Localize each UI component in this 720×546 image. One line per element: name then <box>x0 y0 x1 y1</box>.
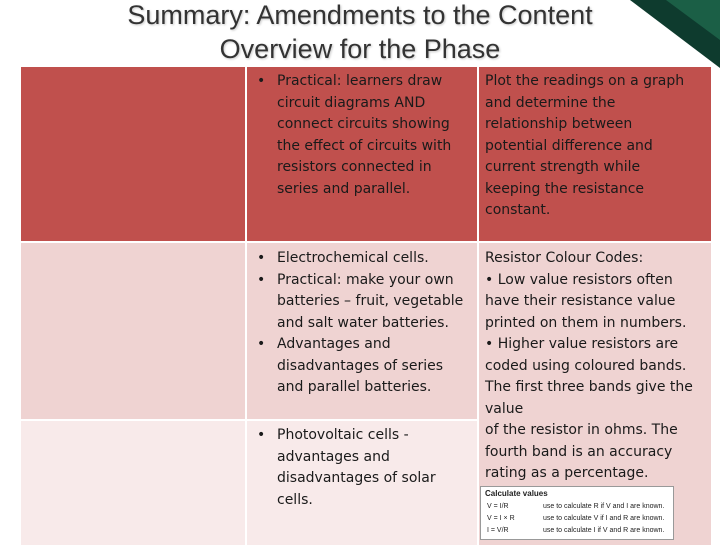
resistor-colour-codes-notes <box>479 248 711 485</box>
row-1-bullet-list <box>247 71 477 200</box>
bullet-glyph: • <box>257 73 266 89</box>
formula-description: use to calculate R if V and I are known. <box>543 503 665 510</box>
slide-title-line-1: Summary: Amendments to the Content <box>127 0 593 30</box>
row-1-col-3 <box>478 66 712 242</box>
text-line: fourth band is an accuracy <box>485 443 673 460</box>
row-1-notes <box>479 71 711 222</box>
text-line: of the resistor in ohms. The <box>485 422 678 438</box>
bullet-glyph: • <box>257 336 266 352</box>
text-line: value <box>485 400 524 417</box>
ohms-law-formula-image <box>480 486 674 540</box>
list-item <box>247 270 477 335</box>
list-item-line: Electrochemical cells. <box>277 250 429 266</box>
formula-symbol: V = I × R <box>487 515 515 522</box>
slide-title-line-2: Overview for the Phase <box>219 34 501 64</box>
list-item-line: batteries – fruit, vegetable <box>277 293 464 309</box>
row-3-col-2 <box>246 420 478 546</box>
text-line: The first three bands give the <box>485 379 693 395</box>
formula-symbol: I = V/R <box>487 527 509 534</box>
bullet-glyph: • <box>257 250 266 266</box>
row-3-col-1 <box>20 420 246 546</box>
list-item <box>247 334 477 399</box>
row-2-col-1 <box>20 242 246 420</box>
content-table <box>20 66 712 546</box>
list-item <box>247 71 477 200</box>
text-line: potential difference and <box>485 137 653 154</box>
list-item-line: circuit diagrams AND <box>277 94 426 111</box>
list-item <box>247 248 477 270</box>
row-3-bullet-list <box>247 425 477 511</box>
list-item-line: the effect of circuits with <box>277 137 452 154</box>
formula-heading: Calculate values <box>485 489 548 498</box>
formula-row <box>487 503 671 513</box>
text-line: current strength while <box>485 159 641 175</box>
text-line: • Low value resistors often <box>485 271 673 288</box>
text-line: relationship between <box>485 116 633 132</box>
text-line: and determine the <box>485 94 616 111</box>
list-item-line: connect circuits showing <box>277 116 450 132</box>
text-line: have their resistance value <box>485 293 676 309</box>
list-item-line: advantages and <box>277 448 390 465</box>
list-item-line: Advantages and <box>277 336 391 352</box>
list-item-line: and parallel batteries. <box>277 379 432 395</box>
text-line: constant. <box>485 202 551 218</box>
slide-title <box>0 0 720 66</box>
row-2-bullet-list <box>247 248 477 399</box>
text-line: rating as a percentage. <box>485 465 649 481</box>
list-item <box>247 425 477 511</box>
row-2-col-2 <box>246 242 478 420</box>
list-item-line: Practical: learners draw <box>277 73 443 89</box>
bullet-glyph: • <box>257 271 266 288</box>
formula-symbol: V = I/R <box>487 503 509 510</box>
list-item-line: Practical: make your own <box>277 271 454 288</box>
list-item-line: disadvantages of solar <box>277 470 436 486</box>
text-line: coded using coloured bands. <box>485 357 687 374</box>
text-line: Resistor Colour Codes: <box>485 250 644 266</box>
formula-description: use to calculate V if I and R are known. <box>543 515 665 522</box>
row-1-col-1 <box>20 66 246 242</box>
list-item-line: resistors connected in <box>277 159 432 175</box>
formula-row <box>487 515 671 525</box>
text-line: keeping the resistance <box>485 180 645 197</box>
list-item-line: cells. <box>277 491 313 508</box>
bullet-glyph: • <box>257 427 266 443</box>
text-line: • Higher value resistors are <box>485 336 679 352</box>
formula-row <box>487 527 671 537</box>
formula-description: use to calculate I if V and R are known. <box>543 527 665 534</box>
list-item-line: and salt water batteries. <box>277 314 449 331</box>
text-line: Plot the readings on a graph <box>485 73 685 89</box>
text-line: printed on them in numbers. <box>485 314 687 331</box>
row-1-col-2 <box>246 66 478 242</box>
list-item-line: series and parallel. <box>277 180 411 197</box>
list-item-line: Photovoltaic cells - <box>277 427 409 443</box>
list-item-line: disadvantages of series <box>277 357 443 374</box>
